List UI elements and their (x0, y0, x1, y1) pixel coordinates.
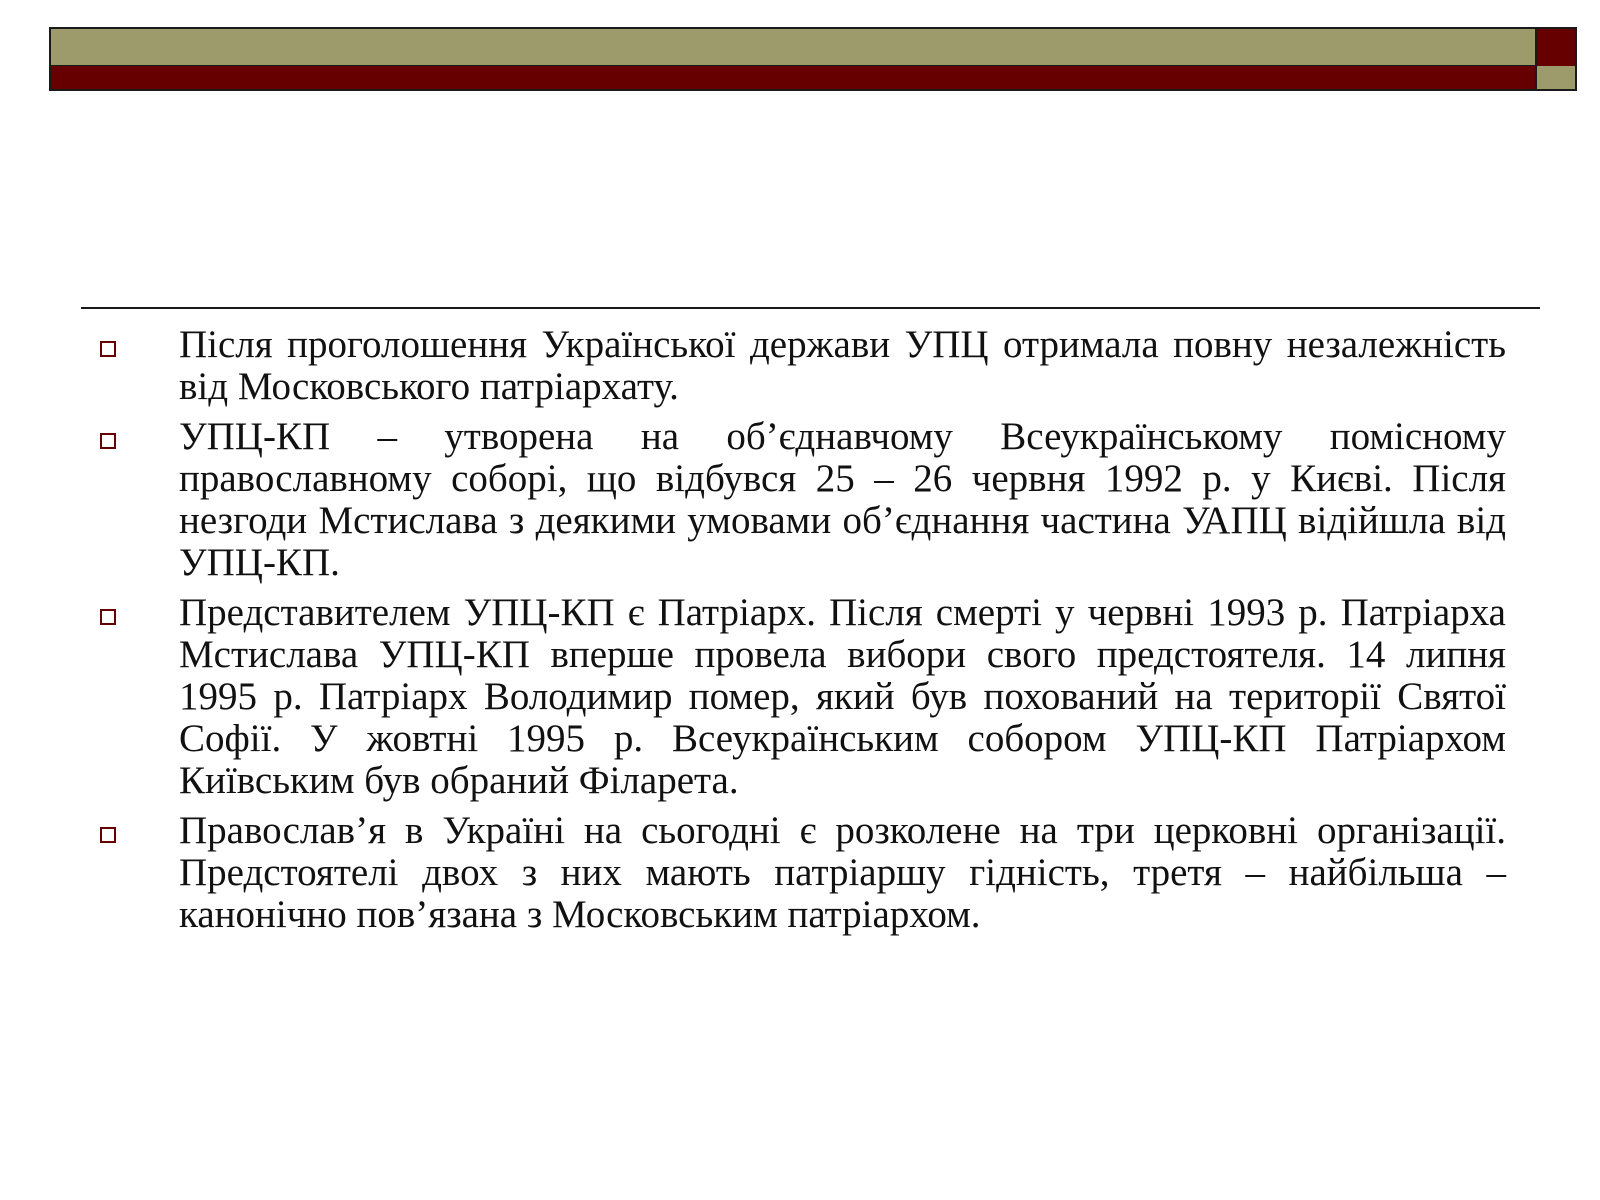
header-corner-olive-square (1535, 66, 1577, 91)
bullet-item (96, 810, 1506, 936)
header-red-band (49, 66, 1537, 91)
bullet-text: Після проголошення Української держави УПЦ отримала повну незалежність від Московського патріархату. (179, 323, 1506, 408)
header-olive-band (49, 27, 1537, 67)
bullet-text: УПЦ-КП – утворена на об’єднавчому Всеукраїнському помісному православному соборі, що відбувся 25 – 26 червня 1992 р. у Києві. Після незгоди Мстислава з деякими умовами об’єднання частина УАПЦ відійшла від УПЦ-КП. (179, 415, 1506, 584)
bullet-list (96, 324, 1506, 944)
bullet-item (96, 592, 1506, 802)
bullet-text: Представителем УПЦ-КП є Патріарх. Після смерті у червні 1993 р. Патріарха Мстислава УПЦ-КП вперше провела вибори свого предстоятеля. 14 липня 1995 р. Патріарх Володимир помер, який був похований на території Святої Софії. У жовтні 1995 р. Всеукраїнським собором УПЦ-КП Патріархом Київським був обраний Філарета. (179, 591, 1506, 802)
hollow-square-bullet-icon (100, 827, 116, 843)
header-corner-red-square (1535, 27, 1577, 68)
hollow-square-bullet-icon (100, 341, 116, 357)
bullet-item (96, 416, 1506, 584)
bullet-text: Православ’я в Україні на сьогодні є розколене на три церковні організації. Предстоятелі двох з них мають патріаршу гідність, третя – найбільша – канонічно пов’язана з Московським патріархом. (179, 809, 1506, 936)
title-divider-line (81, 307, 1540, 309)
bullet-item (96, 324, 1506, 408)
hollow-square-bullet-icon (100, 609, 116, 625)
hollow-square-bullet-icon (100, 433, 116, 449)
